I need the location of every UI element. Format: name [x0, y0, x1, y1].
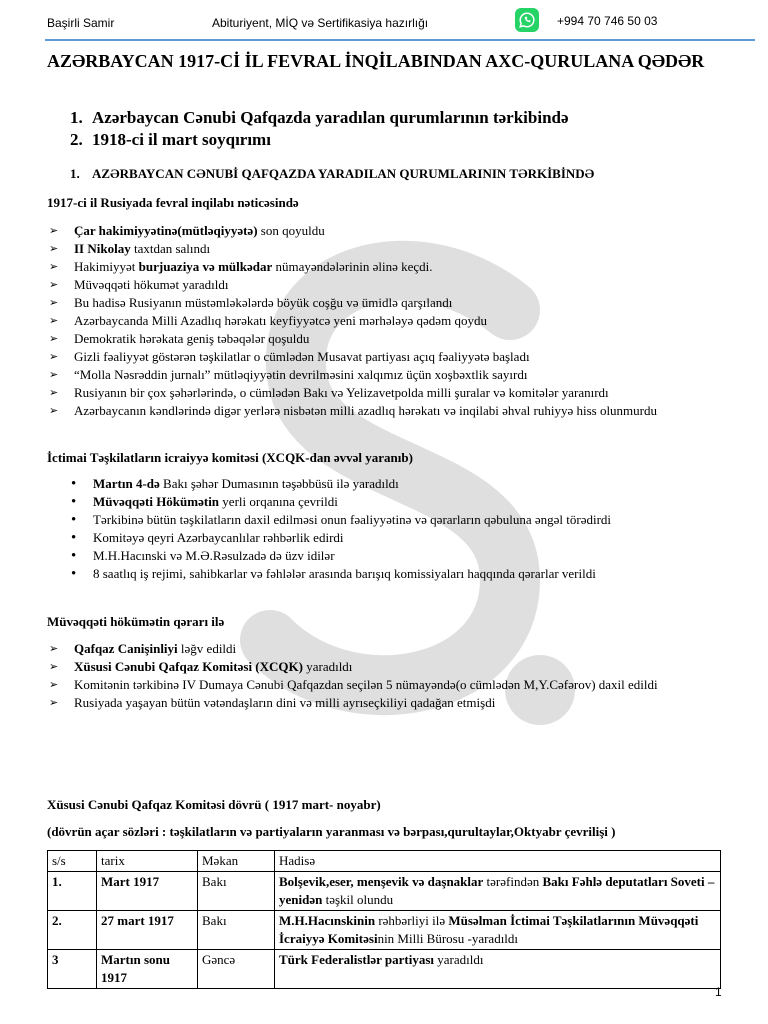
list-item [47, 493, 727, 511]
event-text: nin Milli Bürosu -yaradıldı [377, 931, 519, 946]
row-place: Gəncə [198, 950, 275, 989]
row-date: Mart 1917 [97, 872, 198, 911]
list-item [47, 384, 727, 402]
table-of-contents [70, 107, 569, 151]
page-number: 1 [715, 985, 722, 999]
item-bold-text: Çar hakimiyyətinə(mütləqiyyətə) [74, 223, 258, 238]
col-header: Hadisə [275, 851, 721, 872]
list-item [47, 348, 727, 366]
list-item [47, 658, 727, 676]
item-bold-text: Qafqaz Canişinliyi [74, 641, 178, 656]
row-number: 3 [48, 950, 97, 989]
list-item [47, 312, 727, 330]
col-header: Məkan [198, 851, 275, 872]
list-item [47, 529, 727, 547]
item-text: Bu hadisə Rusiyanın müstəmləkələrdə böyük coşğu və ümidlə qarşılandı [74, 295, 453, 310]
qerar-list [47, 640, 727, 712]
author-name: Başirli Samir [47, 16, 115, 30]
list-item [47, 402, 727, 420]
events-table [47, 850, 721, 989]
event-text: təşkil olundu [322, 892, 394, 907]
table-header-row [48, 851, 721, 872]
item-text: nümayəndələrinin əlinə keçdi. [272, 259, 433, 274]
row-number: 2. [48, 911, 97, 950]
row-event [275, 872, 721, 911]
list-item [47, 676, 727, 694]
row-number: 1. [48, 872, 97, 911]
list-item [47, 547, 727, 565]
item-text: Tərkibinə bütün təşkilatların daxil edilməsi onun fəaliyyətinə və qərarların qəbuluna əngəl törədirdi [93, 512, 612, 527]
item-text: taxtdan salındı [130, 241, 211, 256]
whatsapp-icon [515, 8, 539, 32]
item-text: Komitənin tərkibinə IV Dumaya Cənubi Qafqazdan seçilən 5 nümayəndə(o cümlədən M,Y.Cəfərov) daxil edildi [74, 677, 658, 692]
item-text: Demokratik hərəkata geniş təbəqələr qoşuldu [74, 331, 310, 346]
section-heading: 1. AZƏRBAYCAN CƏNUBİ QAFQAZDA YARADILAN QURUMLARININ TƏRKİBİNDƏ [70, 166, 595, 181]
row-place: Bakı [198, 911, 275, 950]
item-text: ləğv edildi [177, 641, 237, 656]
event-text: rəhbərliyi ilə [375, 913, 449, 928]
item-text: yerli orqanına çevrildi [219, 494, 338, 509]
item-text: Gizli fəaliyyət göstərən təşkilatlar o cümlədən Musavat partiyası açıq fəaliyyətə başladı [74, 349, 530, 364]
row-event [275, 911, 721, 950]
event-text: tərəfindən [483, 874, 543, 889]
list-item [47, 276, 727, 294]
item-text: Bakı şəhər Dumasının təşəbbüsü ilə yaradıldı [159, 476, 399, 491]
list-item [47, 511, 727, 529]
toc-item: 2. 1918-ci il mart soyqırımı [70, 130, 271, 149]
header-divider [45, 39, 755, 41]
list-item [47, 694, 727, 712]
item-text: Komitəyə qeyri Azərbaycanlılar rəhbərlik edirdi [93, 530, 344, 545]
fevral-results-list [47, 222, 727, 420]
table-row [48, 872, 721, 911]
item-text: “Molla Nəsrəddin jurnalı” mütləqiyyətin devrilməsini xalqımız üçün xoşbəxtlik sayırdı [74, 367, 528, 382]
period-keywords: (dövrün açar sözləri : təşkilatların və partiyaların yaranması və bərpası,qurultaylar,Oktyabr çevrilişi ) [47, 824, 616, 839]
list-item [47, 565, 727, 583]
item-text: Azərbaycanın kəndlərində digər yerlərə nisbətən milli azadlıq hərəkatı və inqilabi əhval ruhiyyə hiss olunmurdu [74, 403, 657, 418]
item-bold-text: Martın 4-də [93, 476, 160, 491]
table-row [48, 911, 721, 950]
list-item [47, 475, 727, 493]
page-header [47, 8, 727, 38]
table-row [48, 950, 721, 989]
item-text: Rusiyanın bir çox şəhərlərində, o cümlədən Bakı və Yelizavetpolda milli şuralar və komitələr yaranırdı [74, 385, 609, 400]
item-text: son qoyuldu [257, 223, 325, 238]
list-item [47, 330, 727, 348]
item-text: Rusiyada yaşayan bütün vətəndaşların dini və milli ayrıseçkiliyi qadağan etmişdi [74, 695, 496, 710]
item-text: Azərbaycanda Milli Azadlıq hərəkatı keyfiyyətcə yeni mərhələyə qədəm qoydu [74, 313, 487, 328]
event-bold: Müsəlman İctimai Təşkilatlarının Müvəqqəti İcraiyyə Komitəsi [279, 913, 699, 946]
item-text: yaradıldı [302, 659, 353, 674]
phone-number: +994 70 746 50 03 [557, 14, 658, 28]
toc-item: 1. Azərbaycan Cənubi Qafqazda yaradılan qurumlarının tərkibində [70, 108, 569, 127]
list-item [47, 366, 727, 384]
icraiyye-list [47, 475, 727, 583]
item-text: Hakimiyyət [74, 259, 139, 274]
row-date: Martın sonu 1917 [97, 950, 198, 989]
item-text: M.H.Hacınski və M.Ə.Rəsulzadə də üzv idilər [93, 548, 335, 563]
item-bold-text: II Nikolay [74, 241, 131, 256]
section-intro: 1917-ci il Rusiyada fevral inqilabı nəticəsində [47, 195, 299, 210]
event-text: yaradıldı [434, 952, 484, 967]
event-bold: Türk Federalistlər partiyası [279, 952, 435, 967]
list-item [47, 640, 727, 658]
item-text: 8 saatlıq iş rejimi, sahibkarlar və fəhlələr arasında barışıq komissiyaları haqqında qərarlar verildi [93, 566, 596, 581]
event-bold: Bakı Fəhlə deputatları Soveti –yenidən [279, 874, 715, 907]
row-place: Bakı [198, 872, 275, 911]
list-item [47, 222, 727, 240]
row-event [275, 950, 721, 989]
course-title: Abituriyent, MİQ və Sertifikasiya hazırlığı [212, 16, 429, 30]
period-heading: Xüsusi Cənubi Qafqaz Komitəsi dövrü ( 1917 mart- noyabr) [47, 797, 381, 812]
item-bold-text: Xüsusi Cənubi Qafqaz Komitəsi (XCQK) [74, 659, 303, 674]
event-bold: Bolşevik,eser, menşevik və daşnaklar [279, 874, 484, 889]
icraiyye-heading: İctimai Təşkilatların icraiyyə komitəsi (XCQK-dan əvvəl yaranıb) [47, 450, 413, 465]
page-title: AZƏRBAYCAN 1917-Cİ İL FEVRAL İNQİLABINDAN AXC-QURULANA QƏDƏR [47, 51, 705, 71]
item-text: Müvəqqəti hökumət yaradıldı [74, 277, 229, 292]
col-header: s/s [48, 851, 97, 872]
qerar-heading: Müvəqqəti hökümətin qərarı ilə [47, 614, 225, 629]
item-bold-text: burjuaziya və mülkədar [138, 259, 273, 274]
row-date: 27 mart 1917 [97, 911, 198, 950]
list-item [47, 294, 727, 312]
list-item [47, 240, 727, 258]
event-bold: M.H.Hacınskinin [279, 913, 376, 928]
item-bold-text: Müvəqqəti Hökümətin [93, 494, 220, 509]
col-header: tarix [97, 851, 198, 872]
list-item [47, 258, 727, 276]
